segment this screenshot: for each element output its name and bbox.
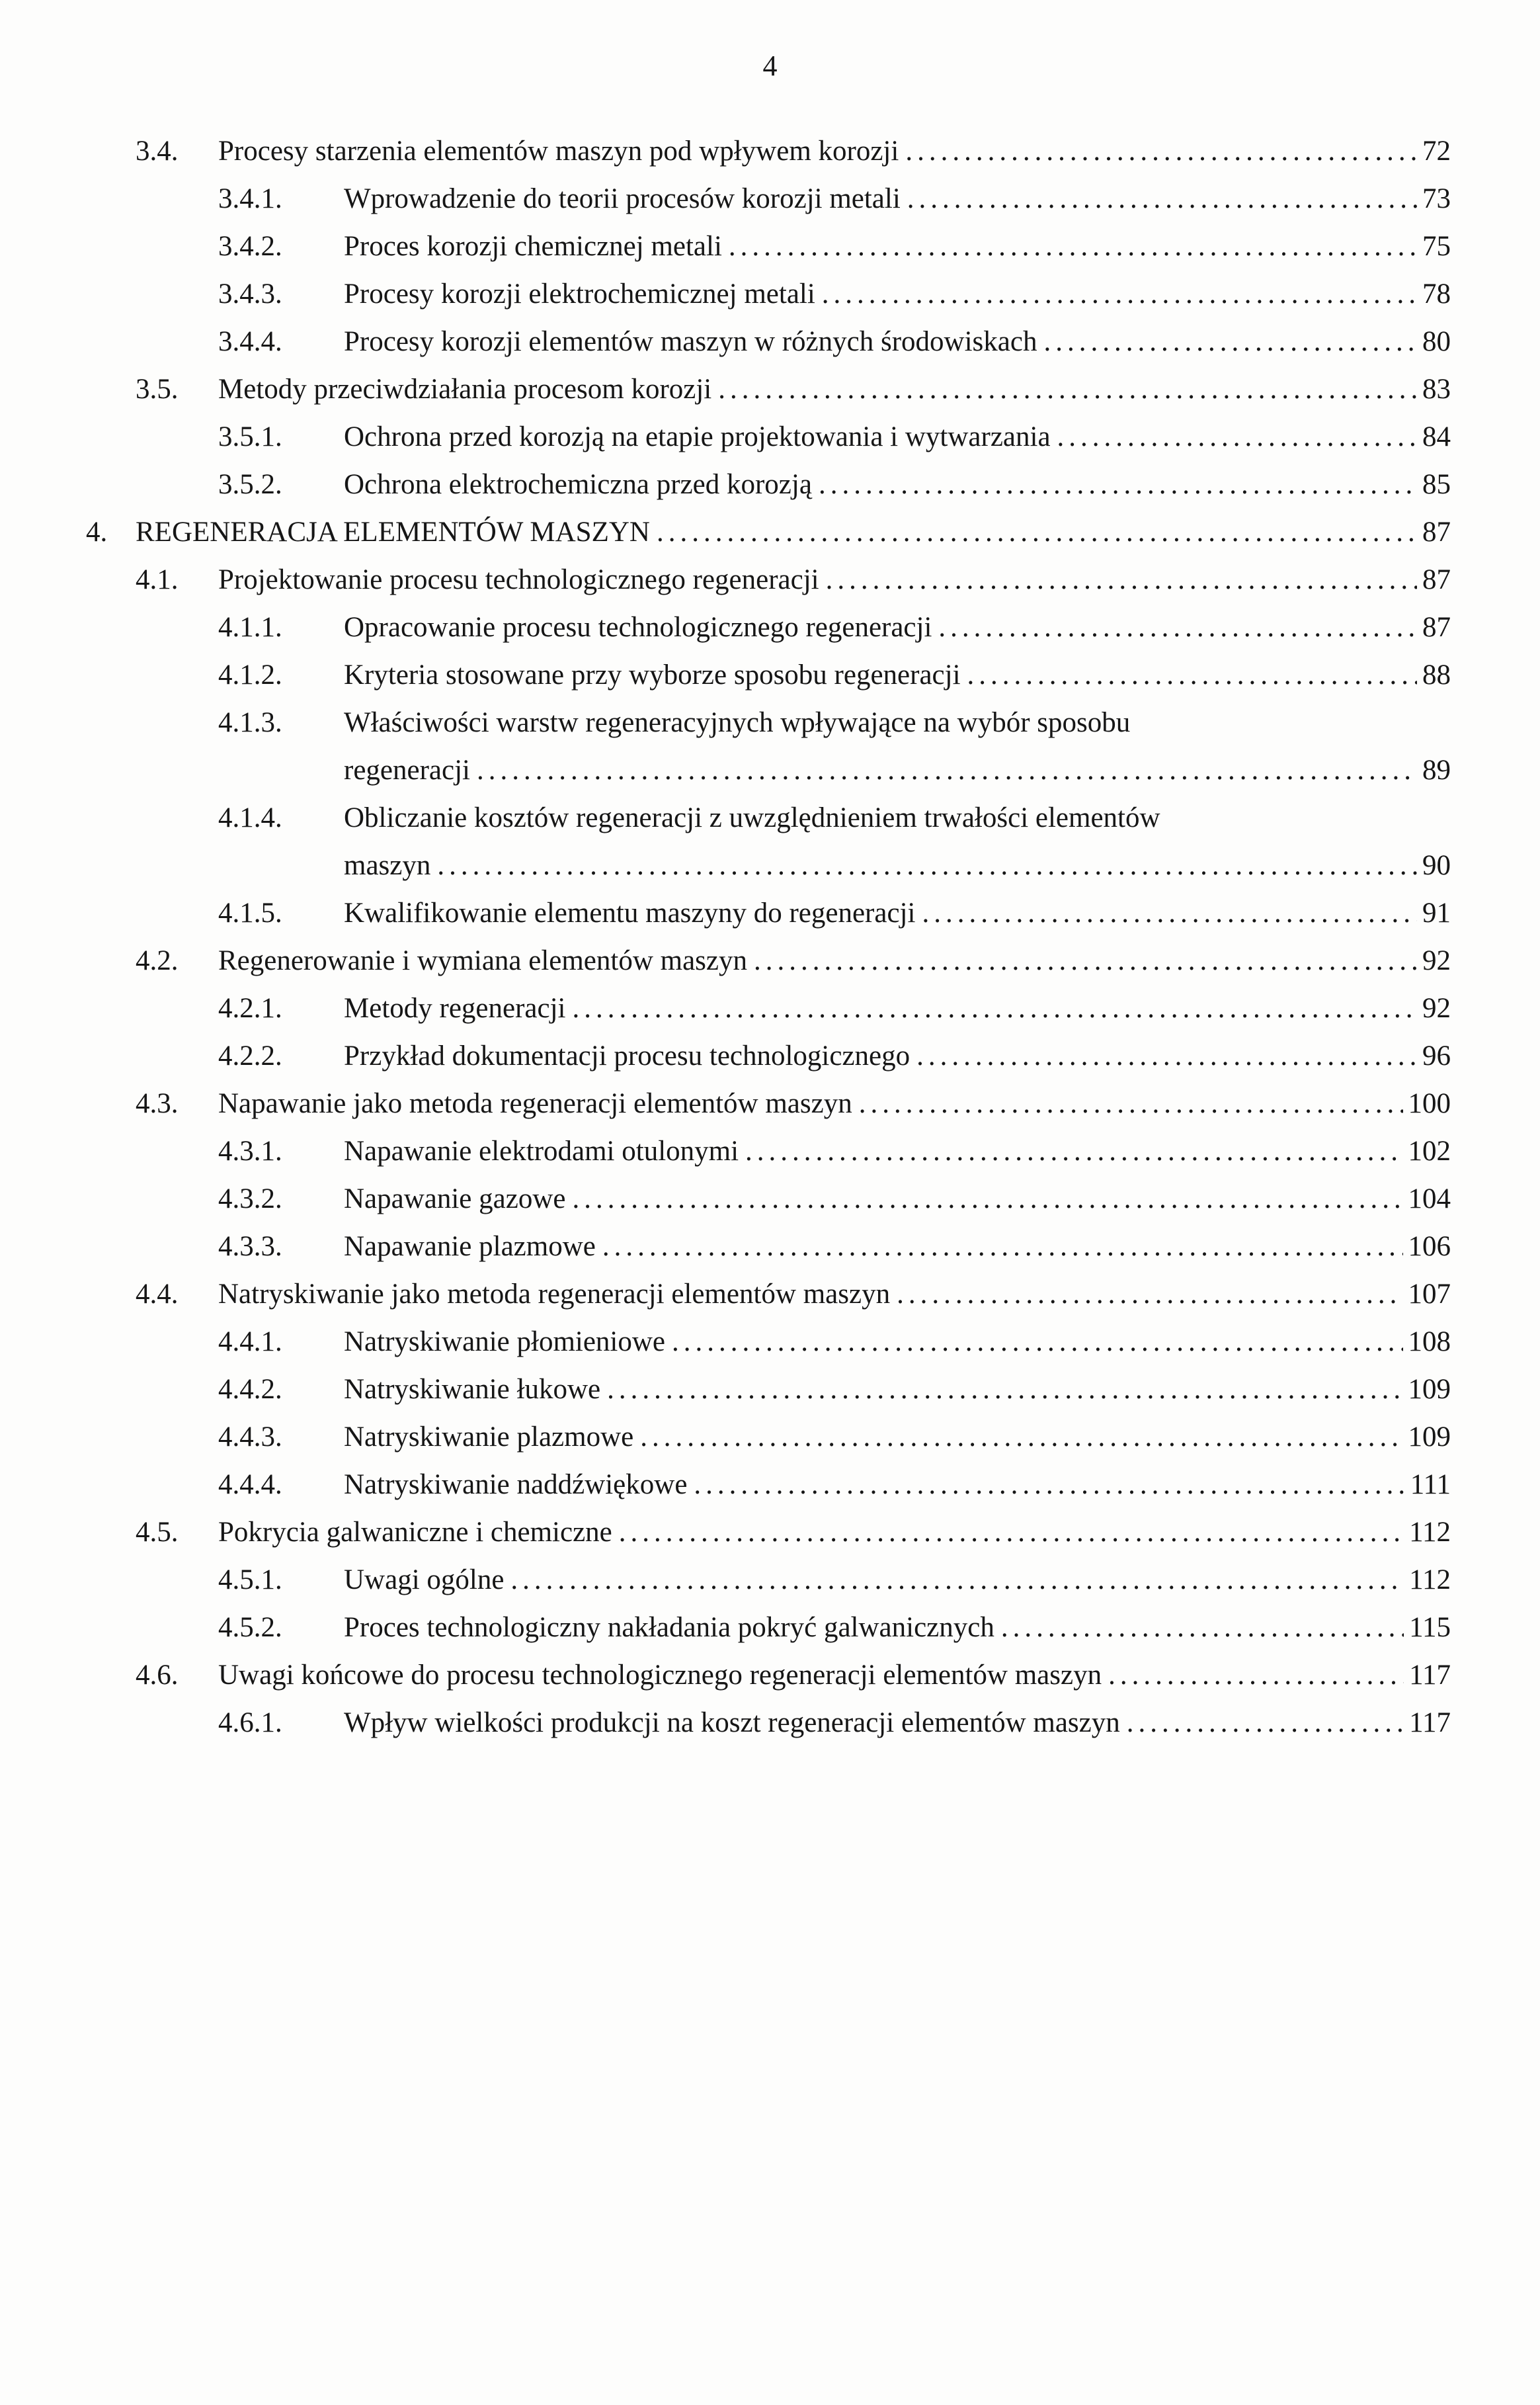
toc-entry-page: 106 [1408, 1231, 1451, 1262]
toc-entry-title: Przykład dokumentacji procesu technologicznego [344, 1040, 911, 1072]
toc-entry-title: Procesy starzenia elementów maszyn pod wpływem korozji [218, 136, 899, 167]
toc-entry [0, 1223, 1451, 1271]
toc-entry-title: Proces korozji chemicznej metali [344, 231, 722, 262]
toc-entry-page: 108 [1408, 1326, 1451, 1357]
toc-entry-page: 100 [1408, 1088, 1451, 1119]
toc-entry-number: 3.5.1. [218, 421, 282, 452]
toc-entry-page: 96 [1422, 1040, 1451, 1072]
dot-leader [437, 842, 1417, 890]
toc-entry-page: 72 [1422, 136, 1451, 167]
dot-leader [477, 747, 1417, 794]
toc-entry [0, 1652, 1451, 1699]
toc-entry [0, 556, 1451, 604]
toc-entry-number: 4.3.2. [218, 1183, 282, 1214]
toc-entry-number: 4.5. [136, 1517, 179, 1548]
toc-entry-page: 91 [1422, 898, 1451, 929]
dot-leader [922, 890, 1417, 937]
toc-entry [0, 1271, 1451, 1318]
dot-leader [907, 175, 1417, 223]
toc-entry [0, 318, 1451, 366]
toc-entry-number: 4.6. [136, 1660, 179, 1691]
toc-entry-number: 4.3. [136, 1088, 179, 1119]
toc-entry-number: 4.4.1. [218, 1326, 282, 1357]
dot-leader [1043, 318, 1417, 366]
toc-entry [0, 890, 1451, 937]
toc-entry-number: 4.2.1. [218, 993, 282, 1024]
toc-entry-number: 4.2.2. [218, 1040, 282, 1072]
dot-leader [510, 1556, 1404, 1604]
toc-entry [0, 1699, 1451, 1747]
dot-leader [826, 556, 1417, 604]
toc-entry-page: 88 [1422, 659, 1451, 691]
toc-entry-title: Natryskiwanie płomieniowe [344, 1326, 666, 1357]
toc-entry-number: 4.6.1. [218, 1707, 282, 1738]
page-number: 4 [762, 50, 778, 82]
toc-entry-title: Regenerowanie i wymiana elementów maszyn [218, 945, 747, 976]
dot-leader [897, 1271, 1402, 1318]
toc-entry [0, 1033, 1451, 1080]
toc-entry [0, 604, 1451, 652]
toc-entry-title: Napawanie plazmowe [344, 1231, 596, 1262]
toc-entry-page: 83 [1422, 374, 1451, 405]
toc-entry-number: 4. [86, 517, 108, 548]
toc-entry-page: 87 [1422, 517, 1451, 548]
toc-entry-number: 4.5.2. [218, 1612, 282, 1643]
toc-entry-title: Natryskiwanie plazmowe [344, 1421, 634, 1453]
toc-entry-page: 107 [1408, 1279, 1451, 1310]
toc-entry-page: 92 [1422, 945, 1451, 976]
dot-leader [905, 128, 1417, 175]
toc-entry-title: Kwalifikowanie elementu maszyny do regeneracji [344, 898, 916, 929]
toc-entry-page: 92 [1422, 993, 1451, 1024]
toc-list [0, 128, 1540, 1747]
toc-entry-number: 4.4.4. [218, 1469, 282, 1500]
toc-entry-number: 3.5.2. [218, 469, 282, 500]
toc-entry-title: Wpływ wielkości produkcji na koszt regeneracji elementów maszyn [344, 1707, 1120, 1738]
toc-entry [0, 509, 1451, 556]
dot-leader [602, 1223, 1403, 1271]
toc-entry [0, 1366, 1451, 1413]
dot-leader [572, 1175, 1402, 1223]
toc-entry-title: Procesy korozji elementów maszyn w różnych środowiskach [344, 326, 1037, 357]
toc-entry-page: 80 [1422, 326, 1451, 357]
toc-entry-title: regeneracji [344, 755, 470, 786]
toc-entry-number: 4.3.1. [218, 1136, 282, 1167]
toc-entry-number: 3.4.3. [218, 278, 282, 310]
dot-leader [1108, 1652, 1404, 1699]
dot-leader [916, 1033, 1417, 1080]
toc-entry-number: 3.4.1. [218, 183, 282, 214]
toc-entry [0, 1128, 1451, 1175]
toc-entry-number: 4.1.3. [218, 707, 282, 738]
toc-entry-title: Napawanie gazowe [344, 1183, 566, 1214]
toc-entry [0, 1080, 1451, 1128]
toc-entry [0, 128, 1451, 175]
toc-entry-title: Napawanie elektrodami otulonymi [344, 1136, 739, 1167]
dot-leader [729, 223, 1417, 271]
toc-entry-title: Metody przeciwdziałania procesom korozji [218, 374, 712, 405]
toc-entry-title: Opracowanie procesu technologicznego regeneracji [344, 612, 932, 643]
toc-entry-title: Kryteria stosowane przy wyborze sposobu regeneracji [344, 659, 961, 691]
toc-entry-page: 84 [1422, 421, 1451, 452]
dot-leader [859, 1080, 1403, 1128]
dot-leader [1127, 1699, 1404, 1747]
dot-leader [754, 937, 1417, 985]
toc-entry-number: 4.1.2. [218, 659, 282, 691]
toc-entry-page: 112 [1409, 1564, 1451, 1595]
toc-entry-page: 115 [1409, 1612, 1451, 1643]
toc-entry [0, 175, 1451, 223]
toc-entry-title: Wprowadzenie do teorii procesów korozji metali [344, 183, 901, 214]
dot-leader [619, 1509, 1404, 1556]
toc-entry [0, 794, 1451, 842]
toc-entry-title: Uwagi końcowe do procesu technologicznego regeneracji elementów maszyn [218, 1660, 1102, 1691]
toc-entry [0, 1413, 1451, 1461]
toc-entry-number: 4.1. [136, 564, 179, 595]
toc-entry-title: Właściwości warstw regeneracyjnych wpływające na wybór sposobu [344, 707, 1131, 738]
toc-entry-title: Procesy korozji elektrochemicznej metali [344, 278, 815, 310]
toc-entry-title: Metody regeneracji [344, 993, 566, 1024]
toc-entry-title: Natryskiwanie łukowe [344, 1374, 601, 1405]
toc-entry [0, 413, 1451, 461]
toc-entry-title: Projektowanie procesu technologicznego regeneracji [218, 564, 819, 595]
toc-entry [0, 937, 1451, 985]
dot-leader [1057, 413, 1417, 461]
toc-entry-number: 4.4.3. [218, 1421, 282, 1453]
toc-entry-number: 4.5.1. [218, 1564, 282, 1595]
toc-entry-title: Pokrycia galwaniczne i chemiczne [218, 1517, 612, 1548]
dot-leader [819, 461, 1417, 509]
toc-entry-number: 4.1.5. [218, 898, 282, 929]
dot-leader [718, 366, 1417, 413]
toc-entry-page: 117 [1409, 1707, 1451, 1738]
toc-entry [0, 1461, 1451, 1509]
toc-entry-number: 4.4.2. [218, 1374, 282, 1405]
toc-entry [0, 1556, 1451, 1604]
toc-entry-number: 4.4. [136, 1279, 179, 1310]
dot-leader [967, 652, 1417, 699]
toc-entry-title: Natryskiwanie naddźwiękowe [344, 1469, 688, 1500]
dot-leader [822, 271, 1417, 318]
toc-entry-number: 4.2. [136, 945, 179, 976]
toc-entry-title: Uwagi ogólne [344, 1564, 505, 1595]
toc-entry [0, 1604, 1451, 1652]
dot-leader [607, 1366, 1402, 1413]
toc-entry-page: 102 [1408, 1136, 1451, 1167]
toc-entry-page: 87 [1422, 564, 1451, 595]
toc-entry-page: 78 [1422, 278, 1451, 310]
toc-entry-page: 109 [1408, 1421, 1451, 1453]
toc-entry-title: Proces technologiczny nakładania pokryć galwanicznych [344, 1612, 994, 1643]
toc-entry [0, 223, 1451, 271]
toc-entry [0, 461, 1451, 509]
toc-entry [0, 1175, 1451, 1223]
dot-leader [640, 1413, 1402, 1461]
dot-leader [1001, 1604, 1404, 1652]
toc-entry-title: Ochrona przed korozją na etapie projektowania i wytwarzania [344, 421, 1051, 452]
toc-entry-continuation [0, 842, 1451, 890]
toc-entry-page: 112 [1409, 1517, 1451, 1548]
toc-entry-number: 3.5. [136, 374, 179, 405]
toc-entry [0, 1318, 1451, 1366]
toc-entry [0, 271, 1451, 318]
toc-entry-title: maszyn [344, 850, 431, 881]
toc-entry-page: 75 [1422, 231, 1451, 262]
toc-entry-page: 89 [1422, 755, 1451, 786]
dot-leader [694, 1461, 1404, 1509]
dot-leader [672, 1318, 1402, 1366]
toc-entry-page: 111 [1410, 1469, 1451, 1500]
toc-entry [0, 652, 1451, 699]
toc-entry [0, 699, 1451, 747]
toc-entry-number: 3.4.4. [218, 326, 282, 357]
toc-entry-number: 4.1.1. [218, 612, 282, 643]
toc-entry-title: REGENERACJA ELEMENTÓW MASZYN [136, 517, 650, 548]
toc-entry-number: 4.1.4. [218, 802, 282, 833]
toc-entry-page: 104 [1408, 1183, 1451, 1214]
toc-entry [0, 985, 1451, 1033]
toc-entry [0, 1509, 1451, 1556]
dot-leader [657, 509, 1417, 556]
toc-entry-number: 3.4. [136, 136, 179, 167]
toc-entry-title: Natryskiwanie jako metoda regeneracji elementów maszyn [218, 1279, 891, 1310]
toc-entry-title: Napawanie jako metoda regeneracji elementów maszyn [218, 1088, 852, 1119]
toc-entry-continuation [0, 747, 1451, 794]
toc-entry-page: 85 [1422, 469, 1451, 500]
toc-entry-title: Ochrona elektrochemiczna przed korozją [344, 469, 812, 500]
dot-leader [745, 1128, 1402, 1175]
toc-entry [0, 366, 1451, 413]
toc-entry-number: 3.4.2. [218, 231, 282, 262]
dot-leader [938, 604, 1417, 652]
toc-entry-page: 117 [1409, 1660, 1451, 1691]
toc-entry-number: 4.3.3. [218, 1231, 282, 1262]
toc-entry-page: 109 [1408, 1374, 1451, 1405]
toc-entry-page: 73 [1422, 183, 1451, 214]
toc-entry-title: Obliczanie kosztów regeneracji z uwzględnieniem trwałości elementów [344, 802, 1160, 833]
toc-entry-page: 87 [1422, 612, 1451, 643]
toc-entry-page: 90 [1422, 850, 1451, 881]
dot-leader [572, 985, 1417, 1033]
